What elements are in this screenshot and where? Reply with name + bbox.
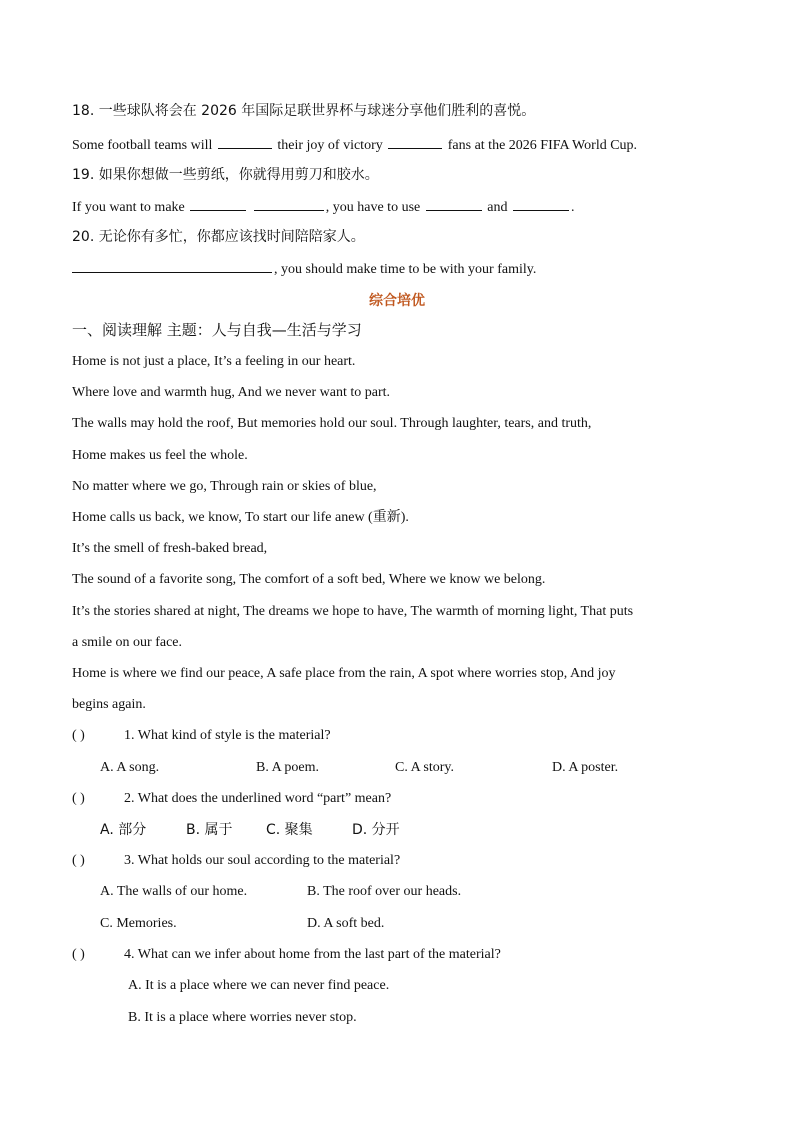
answer-paren[interactable]: ( ) xyxy=(72,791,85,806)
poem-line: It’s the smell of fresh-baked bread, xyxy=(72,541,268,556)
poem-line: Home calls us back, we know, To start our life anew (重新). xyxy=(72,510,409,525)
q20-blank-1[interactable] xyxy=(72,258,272,273)
section-title: 综合培优 xyxy=(369,293,425,309)
option-d[interactable]: D. A poster. xyxy=(552,760,619,775)
option-b[interactable]: B. The roof over our heads. xyxy=(307,884,462,899)
question-text: 2. What does the underlined word “part” mean? xyxy=(124,791,392,806)
question-2 xyxy=(72,789,391,809)
option-c[interactable]: C. Memories. xyxy=(100,916,177,931)
option-d[interactable]: D. A soft bed. xyxy=(307,916,385,931)
q18-text-a: Some football teams will xyxy=(72,138,213,153)
q19-text-b: , you have to use xyxy=(325,200,421,215)
option-a[interactable]: A. A song. xyxy=(100,760,160,775)
q19-text-d: . xyxy=(570,200,575,215)
option-b[interactable]: B. 属于 xyxy=(186,822,233,838)
poem-line: The sound of a favorite song, The comfort of a soft bed, Where we know we belong. xyxy=(72,572,546,587)
question-text: 1. What kind of style is the material? xyxy=(124,728,331,743)
q18-prompt: 18. 一些球队将会在 2026 年国际足联世界杯与球迷分享他们胜利的喜悦。 xyxy=(72,103,536,119)
q19-blank-2[interactable] xyxy=(254,196,324,211)
option-a[interactable]: A. The walls of our home. xyxy=(100,884,248,899)
q19-blank-4[interactable] xyxy=(513,196,569,211)
q20-prompt: 20. 无论你有多忙，你都应该找时间陪陪家人。 xyxy=(72,229,365,245)
poem-line: Home makes us feel the whole. xyxy=(72,448,248,463)
q18-text-b: their joy of victory xyxy=(277,138,383,153)
question-4 xyxy=(72,945,501,965)
poem-line: The walls may hold the roof, But memories hold our soul. Through laughter, tears, and truth, xyxy=(72,416,592,431)
q18-text-c: fans at the 2026 FIFA World Cup. xyxy=(447,138,638,153)
q19-prompt: 19. 如果你想做一些剪纸，你就得用剪刀和胶水。 xyxy=(72,167,379,183)
option-a[interactable]: A. 部分 xyxy=(100,822,147,838)
poem-line: Home is not just a place, It’s a feeling in our heart. xyxy=(72,354,356,369)
answer-paren[interactable]: ( ) xyxy=(72,853,85,868)
poem-line: begins again. xyxy=(72,697,146,712)
option-c[interactable]: C. 聚集 xyxy=(266,822,313,838)
q20-text-a: , you should make time to be with your family. xyxy=(274,262,537,277)
q19-blank-3[interactable] xyxy=(426,196,482,211)
poem-line: No matter where we go, Through rain or skies of blue, xyxy=(72,479,377,494)
question-text: 4. What can we infer about home from the last part of the material? xyxy=(124,947,501,962)
option-b[interactable]: B. It is a place where worries never stop. xyxy=(128,1010,357,1025)
q20-sentence xyxy=(72,258,536,280)
option-a[interactable]: A. It is a place where we can never find peace. xyxy=(128,978,390,993)
q19-text-c: and xyxy=(487,200,508,215)
question-3 xyxy=(72,851,400,871)
question-1 xyxy=(72,726,331,746)
reading-heading: 一、阅读理解 主题：人与自我—生活与学习 xyxy=(72,321,362,339)
question-text: 3. What holds our soul according to the material? xyxy=(124,853,401,868)
q19-text-a: If you want to make xyxy=(72,200,185,215)
answer-paren[interactable]: ( ) xyxy=(72,947,85,962)
option-b[interactable]: B. A poem. xyxy=(256,760,320,775)
q18-blank-2[interactable] xyxy=(388,134,442,149)
option-c[interactable]: C. A story. xyxy=(395,760,454,775)
poem-line: Where love and warmth hug, And we never want to part. xyxy=(72,385,391,400)
answer-paren[interactable]: ( ) xyxy=(72,728,85,743)
poem-line: It’s the stories shared at night, The dreams we hope to have, The warmth of morning light, That puts xyxy=(72,604,634,619)
q18-sentence xyxy=(72,134,637,156)
q18-blank-1[interactable] xyxy=(218,134,272,149)
poem-line: a smile on our face. xyxy=(72,635,183,650)
poem-line: Home is where we find our peace, A safe place from the rain, A spot where worries stop, And joy xyxy=(72,666,616,681)
q19-sentence xyxy=(72,196,574,218)
q19-blank-1[interactable] xyxy=(190,196,246,211)
option-d[interactable]: D. 分开 xyxy=(352,822,400,838)
